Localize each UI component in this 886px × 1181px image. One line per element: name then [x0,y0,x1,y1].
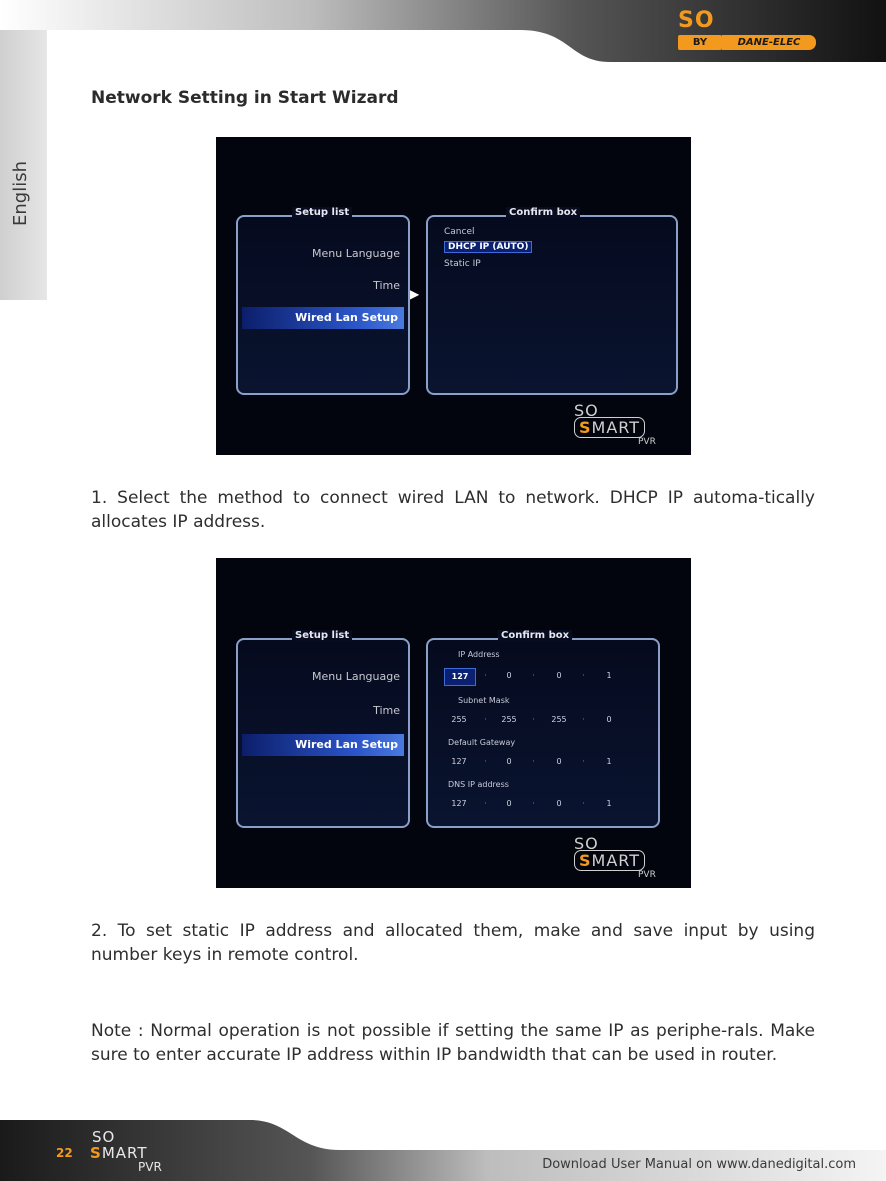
logo-smart-s: S [579,851,592,870]
brand-dane-elec: DANE-ELEC [722,35,816,50]
so-smart-pvr-logo [574,401,684,451]
logo-smart [574,417,645,438]
octet: 0 [606,715,612,724]
menu-item-wired-lan: Wired Lan Setup [242,734,404,756]
subnet-mask-row [444,712,644,728]
octet: 1 [606,757,612,766]
logo-smart-s: S [579,418,592,437]
octet: 0 [556,799,562,808]
brand-so: SO [678,8,715,33]
octet: 0 [556,671,562,680]
option-dhcp: DHCP IP (AUTO) [444,241,532,253]
option-cancel: Cancel [444,227,475,237]
octet-separator: · [532,799,535,809]
logo-pvr: PVR [638,437,656,447]
octet: 0 [506,757,512,766]
confirm-box-panel [426,630,660,828]
page-number: 22 [56,1146,73,1160]
octet: 0 [506,671,512,680]
menu-item-language: Menu Language [312,670,400,683]
footer-so-smart-pvr-logo [90,1128,190,1176]
logo-so: SO [92,1128,116,1146]
octet-separator: · [532,715,535,725]
menu-item-language: Menu Language [312,247,400,260]
brand-by: BY [678,35,722,50]
setup-list-header: Setup list [292,630,352,641]
setup-list-panel [236,207,410,395]
so-by-dane-elec-logo [678,8,818,48]
logo-smart-s: S [90,1144,102,1162]
field-label-subnet: Subnet Mask [458,696,510,705]
octet: 127 [451,757,467,766]
dns-ip-row [444,796,644,812]
octet: 127 [444,668,476,686]
confirm-box-panel [426,207,678,395]
logo-smart-rest: MART [101,1144,148,1162]
octet: 255 [551,715,567,724]
menu-item-time: Time [373,279,400,292]
menu-item-wired-lan: Wired Lan Setup [242,307,404,329]
logo-so: SO [574,834,599,853]
octet-separator: · [484,671,487,681]
option-static-ip: Static IP [444,259,481,269]
default-gateway-row [444,754,644,770]
octet: 255 [451,715,467,724]
octet: 127 [451,799,467,808]
note-text: Note : Normal operation is not possible if setting the same IP as periphe-rals. Make sure to enter accurate IP address within IP bandwidth that can be used in router. [91,1021,815,1065]
field-label-gateway: Default Gateway [448,738,516,747]
setup-list-panel [236,630,410,828]
screenshot-dhcp [216,137,691,455]
octet-separator: · [582,799,585,809]
octet: 0 [556,757,562,766]
logo-smart [574,850,645,871]
so-smart-pvr-logo [574,834,684,884]
logo-pvr: PVR [138,1160,162,1174]
field-label-ip: IP Address [458,650,500,659]
logo-smart-rest: MART [591,851,641,870]
octet-separator: · [484,799,487,809]
logo-pvr: PVR [638,870,656,880]
octet: 1 [606,671,612,680]
octet-separator: · [532,757,535,767]
page-title: Network Setting in Start Wizard [91,88,399,108]
octet-separator: · [582,715,585,725]
field-label-dns: DNS IP address [448,780,509,789]
ip-address-row [444,668,644,684]
octet: 255 [501,715,517,724]
download-link-text: Download User Manual on www.danedigital.com [542,1157,856,1172]
octet-separator: · [532,671,535,681]
step-1-text: 1. Select the method to connect wired LAN to network. DHCP IP automa-tically allocates IP address. [91,488,815,532]
octet-separator: · [582,671,585,681]
octet: 1 [606,799,612,808]
screenshot-static-ip [216,558,691,888]
header-bar [0,0,886,62]
language-tab-label: English [10,161,31,226]
octet-separator: · [484,715,487,725]
logo-so: SO [574,401,599,420]
step-2-text: 2. To set static IP address and allocated them, make and save input by using number keys in remote control. [91,921,815,965]
language-tab [0,30,47,300]
setup-list-header: Setup list [292,207,352,218]
logo-smart-rest: MART [591,418,641,437]
octet-separator: · [582,757,585,767]
arrow-right-icon: ▶ [410,287,420,301]
confirm-box-header: Confirm box [506,207,580,218]
menu-item-time: Time [373,704,400,717]
octet-separator: · [484,757,487,767]
confirm-box-header: Confirm box [498,630,572,641]
octet: 0 [506,799,512,808]
